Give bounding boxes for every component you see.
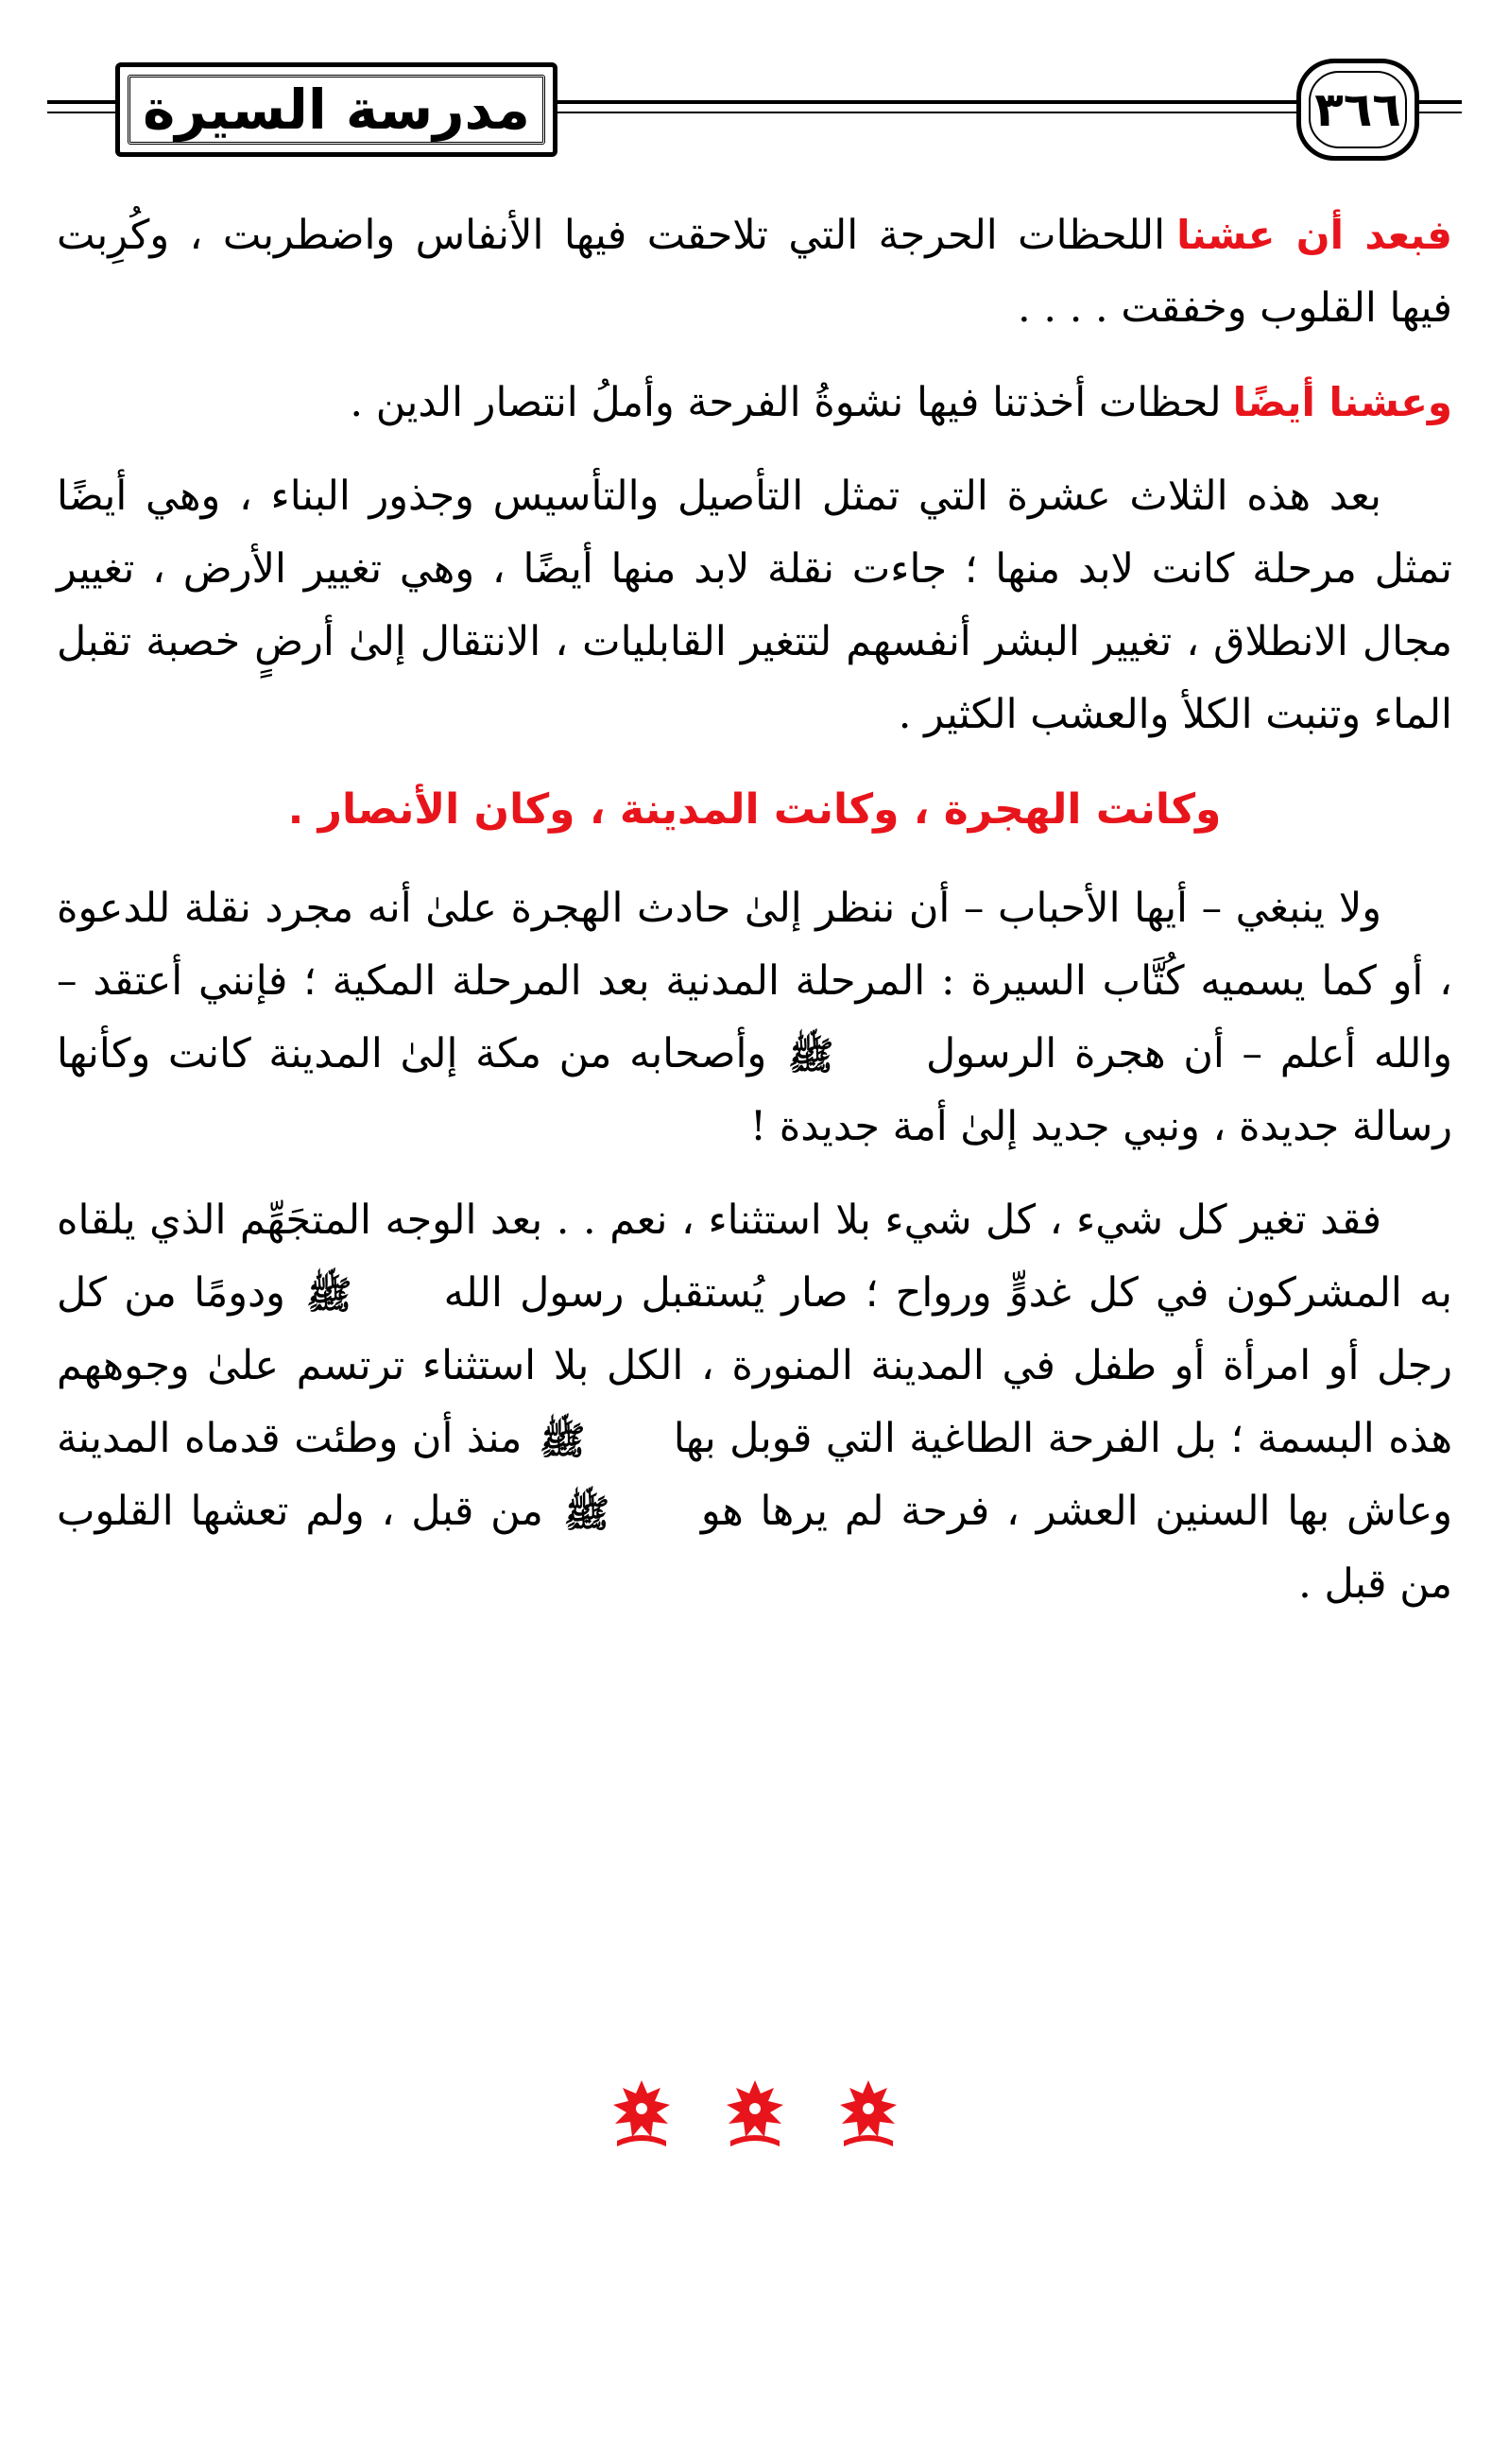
paragraph-5 xyxy=(57,1184,1452,1621)
page-header xyxy=(47,55,1462,168)
paragraph-5-text-a: فقد تغير كل شيء ، كل شيء بلا استثناء ، نعم . . بعد الوجه المتجَهِّم الذي يلقاه به المشركون في كل غدوٍّ ورواح ؛ صار يُستقبل رسول الله xyxy=(57,1197,1453,1317)
paragraph-5-text-c: منذ أن وطئت قدماه المدينة وعاش بها السنين العشر ، فرحة لم يرها هو xyxy=(57,1415,1452,1535)
floral-ornament-icon xyxy=(604,2075,679,2150)
page-number: ٣٦٦ xyxy=(1314,82,1401,137)
paragraph-2-text: لحظات أخذتنا فيها نشوةُ الفرحة وأملُ انتصار الدين . xyxy=(350,379,1222,426)
paragraph-4 xyxy=(57,872,1452,1163)
header-rule-right-thin xyxy=(1419,112,1462,113)
end-ornaments xyxy=(0,2075,1509,2160)
section-heading: وكانت الهجرة ، وكانت المدينة ، وكان الأنصار . xyxy=(287,785,1222,834)
floral-ornament-icon xyxy=(831,2075,906,2150)
page-number-frame xyxy=(1296,59,1419,161)
paragraph-5-text-b: ودومًا من كل رجل أو امرأة أو طفل في المدينة المنورة ، الكل بلا استثناء ترتسم علىٰ وجوههم هذه البسمة ؛ بل الفرحة الطاغية التي قوبل بها xyxy=(57,1269,1453,1462)
paragraph-4-text-a: ولا ينبغي – أيها الأحباب – أن ننظر إلىٰ حادث الهجرة علىٰ أنه مجرد نقلة للدعوة ، أو كما يسميه كُتَّاب السيرة : المرحلة المدنية بعد المرحلة المكية ؛ فإنني أعتقد – والله أعلم – أن هجرة الرسول xyxy=(57,885,1453,1077)
header-rule-left xyxy=(47,100,115,104)
header-rule-middle-thin xyxy=(557,112,1296,113)
book-title-frame xyxy=(115,62,557,157)
paragraph-3 xyxy=(57,460,1452,751)
header-rule-right xyxy=(1419,100,1462,104)
header-rule-left-thin xyxy=(47,112,115,113)
lead-phrase-2: وعشنا أيضًا xyxy=(1232,379,1452,425)
paragraph-4-text-b: وأصحابه من مكة إلىٰ المدينة كانت وكأنها رسالة جديدة ، ونبي جديد إلىٰ أمة جديدة ! xyxy=(57,1030,1452,1150)
honorific-icon: ﷺ xyxy=(787,1034,834,1078)
honorific-icon: ﷺ xyxy=(539,1419,586,1463)
paragraph-5-text-d: من قبل ، ولم تعشها القلوب من قبل . xyxy=(57,1488,1452,1608)
book-title: مدرسة السيرة xyxy=(143,78,530,142)
honorific-icon: ﷺ xyxy=(563,1491,610,1536)
paragraph-1 xyxy=(57,198,1452,345)
lead-phrase-1: فبعد أن عشنا xyxy=(1176,212,1452,258)
floral-ornament-icon xyxy=(717,2075,793,2150)
paragraph-3-text: بعد هذه الثلاث عشرة التي تمثل التأصيل والتأسيس وجذور البناء ، وهي أيضًا تمثل مرحلة كانت لابد منها ؛ جاءت نقلة لابد منها أيضًا ، وهي تغيير الأرض ، تغيير مجال الانطلاق ، تغيير البشر أنفسهم لتتغير القابليات ، الانتقال إلىٰ أرضٍ خصبة تقبل الماء وتنبت الكلأ والعشب الكثير . xyxy=(57,473,1452,738)
honorific-icon: ﷺ xyxy=(306,1273,352,1318)
page-content xyxy=(57,198,1452,1642)
paragraph-1-text: اللحظات الحرجة التي تلاحقت فيها الأنفاس واضطربت ، وكُرِبت فيها القلوب وخفقت . . . . xyxy=(57,212,1452,332)
header-rule-middle xyxy=(557,100,1296,104)
paragraph-2 xyxy=(57,366,1452,439)
